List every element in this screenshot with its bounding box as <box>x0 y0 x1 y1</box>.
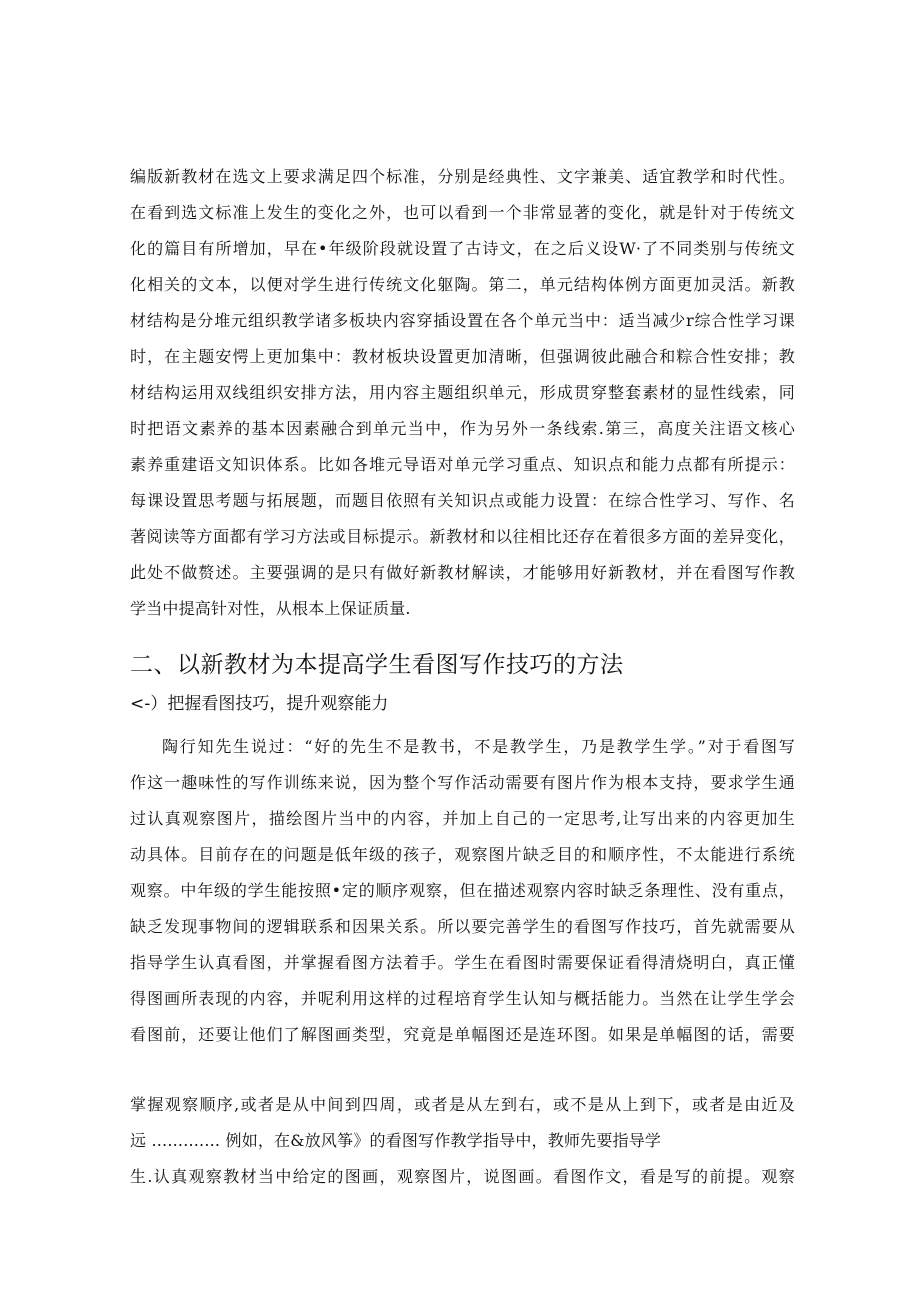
paragraph-line: 在看到选文标准上发生的变化之外，也可以看到一个非常显著的变化，就是针对于传统文 <box>130 203 795 222</box>
paragraph-line: 远 ............. 例如，在&放风筝》的看图写作教学指导中，教师先要指导学 <box>130 1131 662 1150</box>
paragraph-line: 此处不做赘述。主要强调的是只有做好新教材解读，才能够用好新教材，并在看图写作教 <box>130 563 795 582</box>
paragraph-line: 编版新教材在选文上要求满足四个标准，分别是经典性、文字兼美、适宜教学和时代性。 <box>130 167 795 186</box>
paragraph-line: 时把语文素养的基本因素融合到单元当中，作为另外一条线索.第三，高度关注语文核心 <box>130 419 795 438</box>
paragraph-line: 著阅读等方面都有学习方法或目标提示。新教材和以往相比还存在着很多方面的差异变化， <box>130 527 795 546</box>
paragraph-line: 每课设置思考题与拓展题，而题目依照有关知识点或能力设置：在综合性学习、写作、名 <box>130 491 795 510</box>
paragraph-line: 材结构运用双线组织安排方法，用内容主题组织单元，形成贯穿整套素材的显性线索，同 <box>130 383 795 402</box>
paragraph-line: 时，在主题安愕上更加集中：教材板块设置更加清晰，但强调彼此融合和粽合性安排；教 <box>130 347 795 366</box>
section-heading: 二、以新教材为本提高学生看图写作技巧的方法 <box>130 652 624 678</box>
paragraph-line: 生.认真观察教材当中给定的图画，观察图片，说图画。看图作文，看是写的前提。观察 <box>130 1167 795 1186</box>
paragraph-line: 材结构是分堆元组织教学诸多板块内容穿插设置在各个单元当中：适当减少r综合性学习课 <box>130 311 795 330</box>
paragraph-line: 观察。中年级的学生能按照•定的顺序观察，但在描述观察内容时缺乏条理性、没有重点， <box>130 881 795 900</box>
paragraph-line: 化相关的文本，以便对学生进行传统文化躯陶。第二，单元结构体例方面更加灵活。新教 <box>130 275 795 294</box>
paragraph-line: 化的篇目有所增加，早在•年级阶段就设置了古诗文，在之后义设W·了不同类别与传统文 <box>130 239 795 258</box>
paragraph-line: 学当中提高针对性，从根本上保证质量. <box>130 599 411 618</box>
paragraph-line: 动具体。目前存在的问题是低年级的孩子，观察图片缺乏目的和顺序性，不太能进行系统 <box>130 845 795 864</box>
paragraph-line: 作这一趣味性的写作训练来说，因为整个写作活动需要有图片作为根本支持，要求学生通 <box>130 773 795 792</box>
paragraph-line: 掌握观察顺序,或者是从中间到四周，或者是从左到右，或不是从上到下，或者是由近及 <box>130 1095 795 1114</box>
paragraph-line: 得图画所表现的内容，并呢利用这样的过程培育学生认知与概括能力。当然在让学生学会 <box>130 989 795 1008</box>
paragraph-line: 缺乏发现事物间的逻辑联系和因果关系。所以要完善学生的看图写作技巧，首先就需要从 <box>130 917 795 936</box>
paragraph-line: 素养重建语文知识体系。比如各堆元导语对单元学习重点、知识点和能力点都有所提示： <box>130 455 795 474</box>
paragraph-line: 看图前，还要让他们了解图画类型，究竟是单幅图还是连环图。如果是单幅图的话，需要 <box>130 1025 795 1044</box>
paragraph-line: 指导学生认真看图，并掌握看图方法着手。学生在看图时需要保证看得清烧明白，真正懂 <box>130 953 795 972</box>
subsection-heading: <-）把握看图技巧，提升观察能力 <box>130 694 389 714</box>
paragraph-line: 过认真观察图片，描绘图片当中的内容，并加上自己的一定思考,让写出来的内容更加生 <box>130 809 795 828</box>
paragraph-line: 陶行知先生说过：“好的先生不是教书，不是教学生，乃是教学生学。”对于看图写 <box>162 737 795 756</box>
